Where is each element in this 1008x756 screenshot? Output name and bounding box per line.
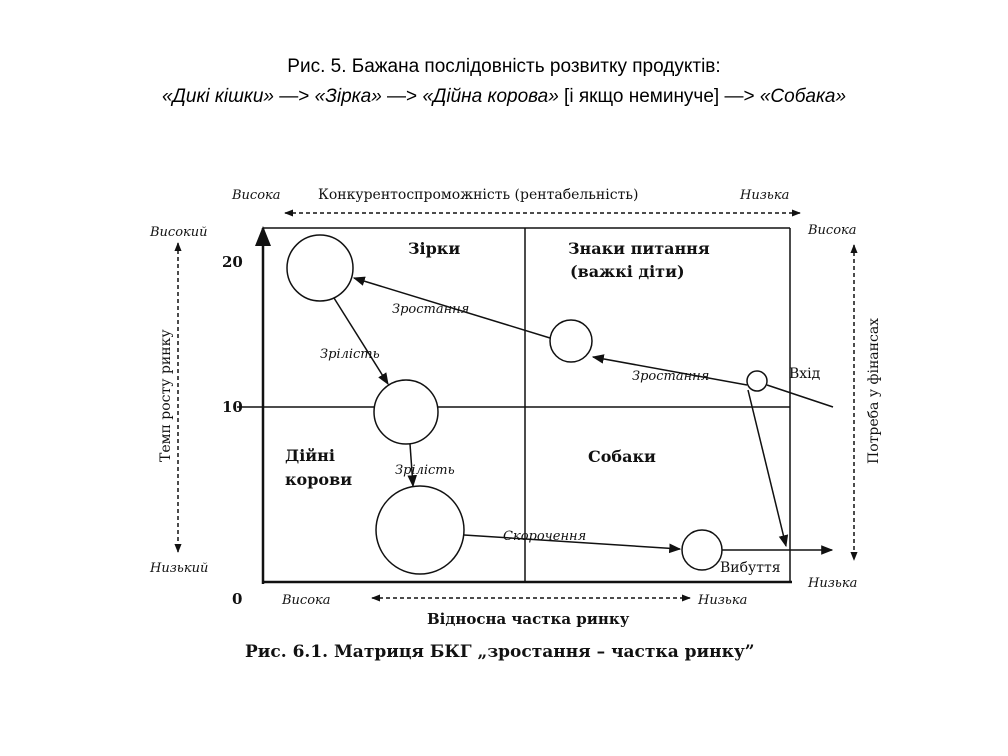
- left-axis-bottom-label: Низький: [150, 561, 209, 576]
- cash-cow-circle: [376, 486, 464, 574]
- top-axis-right-label: Низька: [740, 188, 790, 203]
- question-mark-circle: [550, 320, 592, 362]
- right-axis: [807, 223, 882, 591]
- label-growth-upper: Зростання: [392, 302, 470, 317]
- left-axis: [149, 225, 208, 576]
- title-line-2-part: [і якщо неминуче] —>: [558, 86, 760, 107]
- title-line-2-part: «Зірка»: [314, 86, 382, 107]
- title-line-2-part: «Собака»: [759, 86, 847, 107]
- figure-caption: Рис. 6.1. Матриця БКГ „зростання – частка ринку”: [245, 642, 755, 662]
- star-maturing-circle: [374, 380, 438, 444]
- y-tick-20: 20: [222, 253, 243, 271]
- label-entry: Вхід: [789, 366, 821, 382]
- title-line-2-part: —>: [274, 86, 315, 107]
- star-circle: [287, 235, 353, 301]
- quadrant-stars-label: Зірки: [408, 239, 461, 258]
- right-axis-top-label: Висока: [808, 223, 857, 238]
- label-exit: Вибуття: [720, 560, 781, 576]
- bottom-axis-right-label: Низька: [698, 593, 748, 608]
- left-axis-title: Темп росту ринку: [158, 329, 174, 462]
- title-line-2-part: —>: [381, 86, 423, 107]
- y-tick-10: 10: [222, 398, 243, 416]
- label-growth-lower: Зростання: [632, 369, 710, 384]
- title-line-2-part: «Дикі кішки»: [161, 86, 274, 107]
- title-line-2-part: «Дійна корова»: [422, 86, 559, 107]
- top-axis: [231, 187, 800, 213]
- label-maturity-upper: Зрілість: [320, 347, 380, 362]
- new-entry-circle: [747, 371, 767, 391]
- title-line-1: Рис. 5. Бажана послідовність розвитку продуктів:: [287, 56, 721, 77]
- quadrant-cows-label-2: корови: [285, 470, 353, 489]
- quadrant-dogs-label: Собаки: [588, 447, 656, 466]
- right-axis-bottom-label: Низька: [808, 576, 858, 591]
- quadrant-cows-label-1: Дійні: [285, 446, 335, 465]
- top-axis-left-label: Висока: [232, 188, 281, 203]
- right-axis-title: Потреба у фінансах: [866, 317, 882, 464]
- quadrant-question-label-1: Знаки питання: [568, 239, 710, 258]
- y-tick-0: 0: [232, 590, 243, 608]
- dog-circle: [682, 530, 722, 570]
- left-axis-top-label: Високий: [150, 225, 208, 240]
- top-axis-title: Конкурентоспроможність (рентабельність): [318, 187, 639, 203]
- label-reduction: Скорочення: [503, 529, 587, 544]
- label-maturity-lower: Зрілість: [395, 463, 455, 478]
- bottom-axis-title: Відносна частка ринку: [427, 610, 630, 628]
- bottom-axis-left-label: Висока: [282, 593, 331, 608]
- product-circles: [287, 235, 767, 574]
- bottom-axis: [281, 593, 747, 628]
- quadrant-question-label-2: (важкі діти): [570, 262, 685, 281]
